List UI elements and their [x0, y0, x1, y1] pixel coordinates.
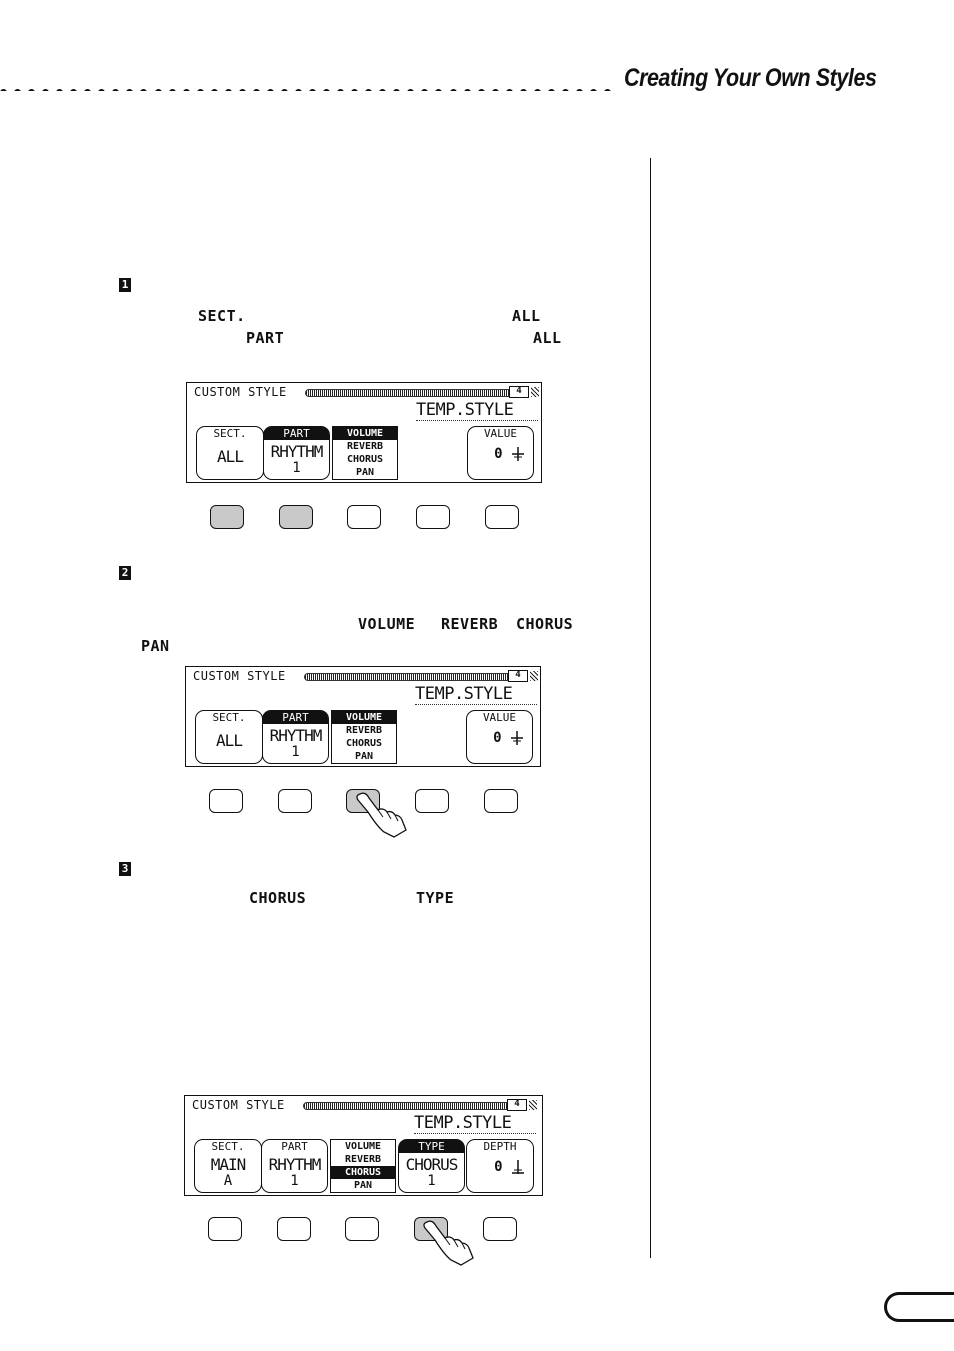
fader-icon — [511, 446, 525, 462]
list-item-chorus: CHORUS — [345, 738, 383, 749]
list-item-volume: VOLUME — [344, 1141, 382, 1152]
list-item-pan: PAN — [355, 467, 375, 478]
effect-list — [331, 710, 397, 764]
keyword-chorus: CHORUS — [516, 615, 574, 633]
value-number: 0 — [493, 730, 502, 746]
scroll-indicator — [529, 1100, 537, 1110]
sect-box — [195, 710, 263, 764]
sect-label: SECT. — [213, 427, 247, 440]
pointing-hand-icon — [354, 790, 410, 838]
keyword-sect: SECT. — [198, 307, 246, 325]
keyword-pan: PAN — [141, 637, 170, 655]
style-name: TEMP.STYLE — [415, 684, 537, 705]
lcd-display-step1 — [186, 382, 542, 483]
display-title-bar — [304, 673, 509, 681]
list-item-reverb: REVERB — [345, 725, 383, 736]
list-item-chorus: CHORUS — [346, 454, 384, 465]
lcd-display-step2 — [185, 666, 541, 767]
list-item-volume: VOLUME — [333, 427, 397, 440]
panel-button-1[interactable] — [209, 789, 243, 813]
keyword-volume: VOLUME — [358, 615, 416, 633]
style-name: TEMP.STYLE — [414, 1113, 536, 1134]
pointing-hand-icon — [421, 1218, 477, 1266]
panel-button-3[interactable] — [345, 1217, 379, 1241]
part-value: RHYTHM — [270, 442, 323, 461]
sect-label: SECT. — [211, 1140, 245, 1153]
sect-value: ALL — [216, 731, 242, 750]
value-label: VALUE — [483, 427, 518, 440]
value-readout — [468, 446, 533, 462]
list-item-chorus: CHORUS — [331, 1166, 395, 1179]
keyword-reverb: REVERB — [441, 615, 499, 633]
depth-label: DEPTH — [483, 1140, 517, 1153]
style-name: TEMP.STYLE — [416, 400, 538, 421]
list-item-reverb: REVERB — [344, 1154, 382, 1165]
list-item-pan: PAN — [354, 751, 374, 762]
sect-box — [194, 1139, 262, 1193]
value-box — [466, 710, 533, 764]
panel-button-5[interactable] — [483, 1217, 517, 1241]
panel-button-1[interactable] — [208, 1217, 242, 1241]
value-number: 0 — [494, 446, 503, 462]
type-value: CHORUS — [405, 1155, 458, 1174]
panel-button-2[interactable] — [279, 505, 313, 529]
list-item-volume: VOLUME — [332, 711, 396, 724]
sect-label: SECT. — [212, 711, 246, 724]
depth-number: 0 — [494, 1159, 503, 1175]
display-title-bar — [305, 389, 510, 397]
value-box — [467, 426, 534, 480]
part-value: RHYTHM — [269, 726, 322, 745]
page-number-tab — [884, 1292, 954, 1322]
panel-button-5[interactable] — [484, 789, 518, 813]
list-item-pan: PAN — [353, 1180, 373, 1191]
display-title: CUSTOM STYLE — [193, 669, 286, 683]
page-indicator: 4 — [508, 670, 528, 682]
header-dot-leader — [0, 81, 620, 91]
keyword-chorus: CHORUS — [249, 889, 307, 907]
value-readout — [467, 730, 532, 746]
sect-value: MAIN — [210, 1155, 246, 1174]
fader-icon — [510, 730, 524, 746]
value-label: VALUE — [482, 711, 517, 724]
lcd-display-step3 — [184, 1095, 543, 1196]
keyword-type: TYPE — [416, 889, 455, 907]
step-number-2: 2 — [119, 566, 131, 580]
part-value: RHYTHM — [268, 1155, 321, 1174]
part-box — [263, 426, 330, 480]
step-number-1: 1 — [119, 278, 131, 292]
column-divider — [650, 158, 651, 1258]
panel-button-4[interactable] — [416, 505, 450, 529]
display-title: CUSTOM STYLE — [192, 1098, 285, 1112]
page-indicator: 4 — [509, 386, 529, 398]
sect-box — [196, 426, 264, 480]
footer-dot-leader — [68, 1306, 824, 1312]
part-label: PART — [281, 1140, 308, 1153]
panel-button-3[interactable] — [347, 505, 381, 529]
part-box — [261, 1139, 328, 1193]
type-label: TYPE — [399, 1140, 464, 1153]
type-box — [398, 1139, 465, 1193]
page-indicator: 4 — [507, 1099, 527, 1111]
part-label: PART — [263, 711, 328, 724]
depth-box — [466, 1139, 534, 1193]
depth-readout — [467, 1159, 533, 1175]
effect-list — [330, 1139, 396, 1193]
scroll-indicator — [531, 387, 539, 397]
scroll-indicator — [530, 671, 538, 681]
sect-variation: A — [223, 1173, 233, 1189]
part-number: 1 — [290, 1173, 299, 1189]
keyword-all: ALL — [512, 307, 541, 325]
page-title: Creating Your Own Styles — [624, 64, 877, 92]
part-box — [262, 710, 329, 764]
sect-value: ALL — [217, 447, 243, 466]
panel-button-2[interactable] — [278, 789, 312, 813]
list-item-reverb: REVERB — [346, 441, 384, 452]
type-number: 1 — [427, 1173, 436, 1189]
display-title-bar — [303, 1102, 508, 1110]
part-label: PART — [264, 427, 329, 440]
step-number-3: 3 — [119, 862, 131, 876]
panel-button-5[interactable] — [485, 505, 519, 529]
effect-list — [332, 426, 398, 480]
panel-button-1[interactable] — [210, 505, 244, 529]
keyword-all-2: ALL — [533, 329, 562, 347]
part-number: 1 — [292, 460, 301, 476]
panel-button-2[interactable] — [277, 1217, 311, 1241]
display-title: CUSTOM STYLE — [194, 385, 287, 399]
part-number: 1 — [291, 744, 300, 760]
panel-button-4[interactable] — [415, 789, 449, 813]
keyword-part: PART — [246, 329, 285, 347]
fader-icon — [511, 1159, 525, 1175]
